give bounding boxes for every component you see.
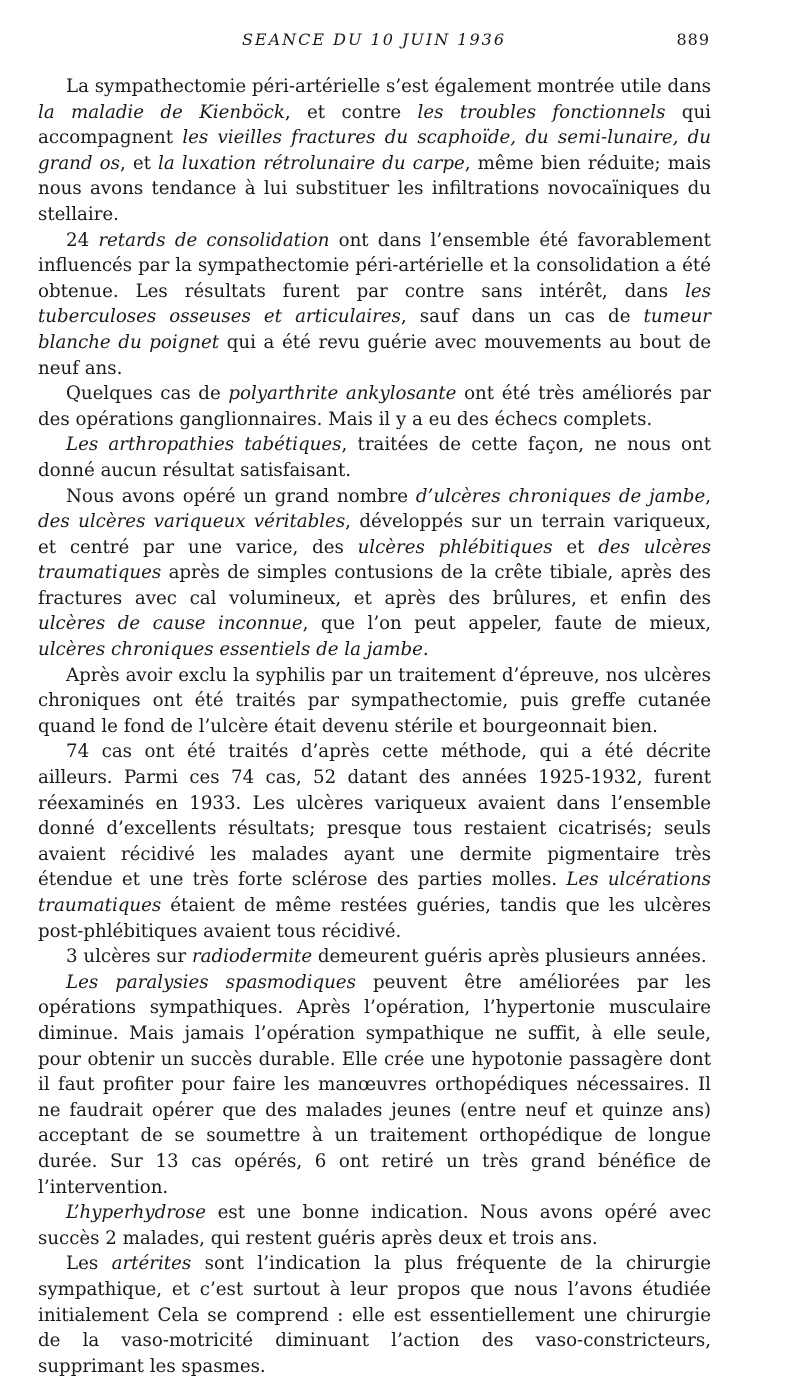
body-text xyxy=(38,74,711,1379)
text-run: La sympathectomie péri-artérielle s’est également montrée utile dans xyxy=(66,76,711,97)
text-run: , et contre xyxy=(284,101,418,123)
text-run: 74 cas ont été traités d’après cette méthode, qui a été décrite ailleurs. Parmi ces 74 cas, 52 datant des années 1925-1932, furent réexaminés en 1933. Les ulcères variqueux avaient dans l’ensemble donné d’excellents résultats; presque tous restaient cicatrisés; seuls avaient récidivé les malades ayant une dermite pigmentaire très étendue et une très forte sclérose des parties molles. xyxy=(38,741,711,891)
italic-run: des ulcères traumatiques xyxy=(38,536,711,584)
paragraph xyxy=(38,1200,711,1251)
text-run: 24 xyxy=(66,229,99,251)
paragraph xyxy=(38,381,711,432)
text-run: et xyxy=(552,536,599,558)
text-run: étaient de même restées guéries, tandis que les ulcères post-phlébitiques avaient tous récidivé. xyxy=(38,895,711,942)
text-run: est une bonne indication. Nous avons opéré avec succès 2 malades, qui restent guéris après deux et trois ans. xyxy=(38,1202,711,1249)
italic-run: Les paralysies spasmodiques xyxy=(66,971,356,993)
paragraph xyxy=(38,944,711,970)
text-run: , même bien réduite; mais nous avons tendance à lui substituer les infiltrations novocaïniques du stellaire. xyxy=(38,152,712,225)
text-run: qui a été revu guérie avec mouvements au bout de neuf ans. xyxy=(38,331,711,379)
italic-run: artérites xyxy=(111,1253,192,1275)
text-run: , sauf dans un cas de xyxy=(400,306,644,328)
text-run: . xyxy=(422,639,429,661)
paragraph xyxy=(38,663,711,740)
text-run: Nous avons opéré un grand nombre xyxy=(66,485,416,507)
italic-run: les tuberculoses osseuses et articulaires xyxy=(38,280,711,328)
italic-run: polyarthrite ankylosante xyxy=(228,383,457,405)
text-run: après de simples contusions de la crête tibiale, après des fractures avec cal volumineux, et après des brûlures, et enfin des xyxy=(38,562,711,609)
text-run: , développés sur un terrain variqueux, et centré par une varice, des xyxy=(38,511,711,558)
text-run: Après avoir exclu la syphilis par un traitement d’épreuve, nos ulcères chroniques ont été traités par sympathectomie, puis greffe cutanée quand le fond de l’ulcère était devenu stérile et bourgeonnait bien. xyxy=(38,664,711,737)
italic-run: Les ulcérations traumatiques xyxy=(38,869,711,916)
text-run: , traitées de cette façon, ne nous ont donné aucun résultat satisfaisant. xyxy=(38,434,712,481)
italic-run: d’ulcères chroniques de jambe xyxy=(415,485,706,507)
paragraph xyxy=(38,74,711,228)
italic-run: les troubles fonctionnels xyxy=(417,101,666,123)
paragraph xyxy=(38,484,711,663)
italic-run: la luxation rétrolunaire du carpe xyxy=(158,152,465,174)
paragraph xyxy=(38,432,711,483)
italic-run: ulcères phlébitiques xyxy=(357,536,553,558)
text-run: ont été très améliorés par des opérations ganglionnaires. Mais il y a eu des échecs complets. xyxy=(38,383,711,430)
text-run: , xyxy=(705,485,712,507)
paragraph xyxy=(38,228,711,382)
text-run: qui accompagnent xyxy=(38,101,711,149)
italic-run: des ulcères variqueux véritables xyxy=(38,511,346,533)
italic-run: ulcères chroniques essentiels de la jambe xyxy=(38,639,423,661)
text-run: 3 ulcères sur xyxy=(66,946,192,968)
page-header xyxy=(38,30,710,54)
italic-run: la maladie de Kienböck xyxy=(38,101,285,123)
text-run: Les xyxy=(66,1253,112,1275)
text-run: , et xyxy=(119,152,159,174)
text-run: demeurent guéris après plusieurs années. xyxy=(312,946,707,968)
page-number: 889 xyxy=(676,30,710,49)
italic-run: L’hyperhydrose xyxy=(66,1202,206,1224)
paragraph xyxy=(38,970,711,1200)
paragraph xyxy=(38,1251,711,1379)
text-run: peuvent être améliorées par les opérations sympathiques. Après l’opération, l’hypertonie musculaire diminue. Mais jamais l’opération sympathique ne suffit, à elle seule, pour obtenir un succès durable. Elle crée une hypotonie passagère dont il faut profiter pour faire les manœuvres orthopédiques nécessaires. Il ne faudrait opérer que des malades jeunes (entre neuf et quinze ans) acceptant de se soumettre à un traitement orthopédique de longue durée. Sur 13 cas opérés, 6 ont retiré un très grand bénéfice de l’intervention. xyxy=(38,971,711,1198)
text-run: sont l’indication la plus fréquente de la chirurgie sympathique, et c’est surtout à leur propos que nous l’avons étudiée initialement Cela se comprend : elle est essentiellement une chirurgie de la vaso-motricité diminuant l’action des vaso-constricteurs, supprimant les spasmes. xyxy=(38,1253,711,1377)
text-run: Quelques cas de xyxy=(66,383,229,405)
running-title: SEANCE DU 10 JUIN 1936 xyxy=(241,30,507,49)
italic-run: ulcères de cause inconnue xyxy=(38,613,303,635)
italic-run: Les arthropathies tabétiques xyxy=(66,434,342,456)
italic-run: tumeur blanche du poignet xyxy=(38,306,711,353)
text-run: ont dans l’ensemble été favorablement influencés par la sympathectomie péri-artérielle et la consolidation a été obtenue. Les résultats furent par contre sans intérêt, dans xyxy=(38,229,711,302)
italic-run: retards de consolidation xyxy=(98,229,330,251)
text-run: , que l’on peut appeler, faute de mieux, xyxy=(302,613,711,635)
italic-run: les vieilles fractures du scaphoïde, du semi-lunaire, du grand os xyxy=(38,127,711,174)
paragraph xyxy=(38,739,711,944)
italic-run: radiodermite xyxy=(191,946,313,968)
